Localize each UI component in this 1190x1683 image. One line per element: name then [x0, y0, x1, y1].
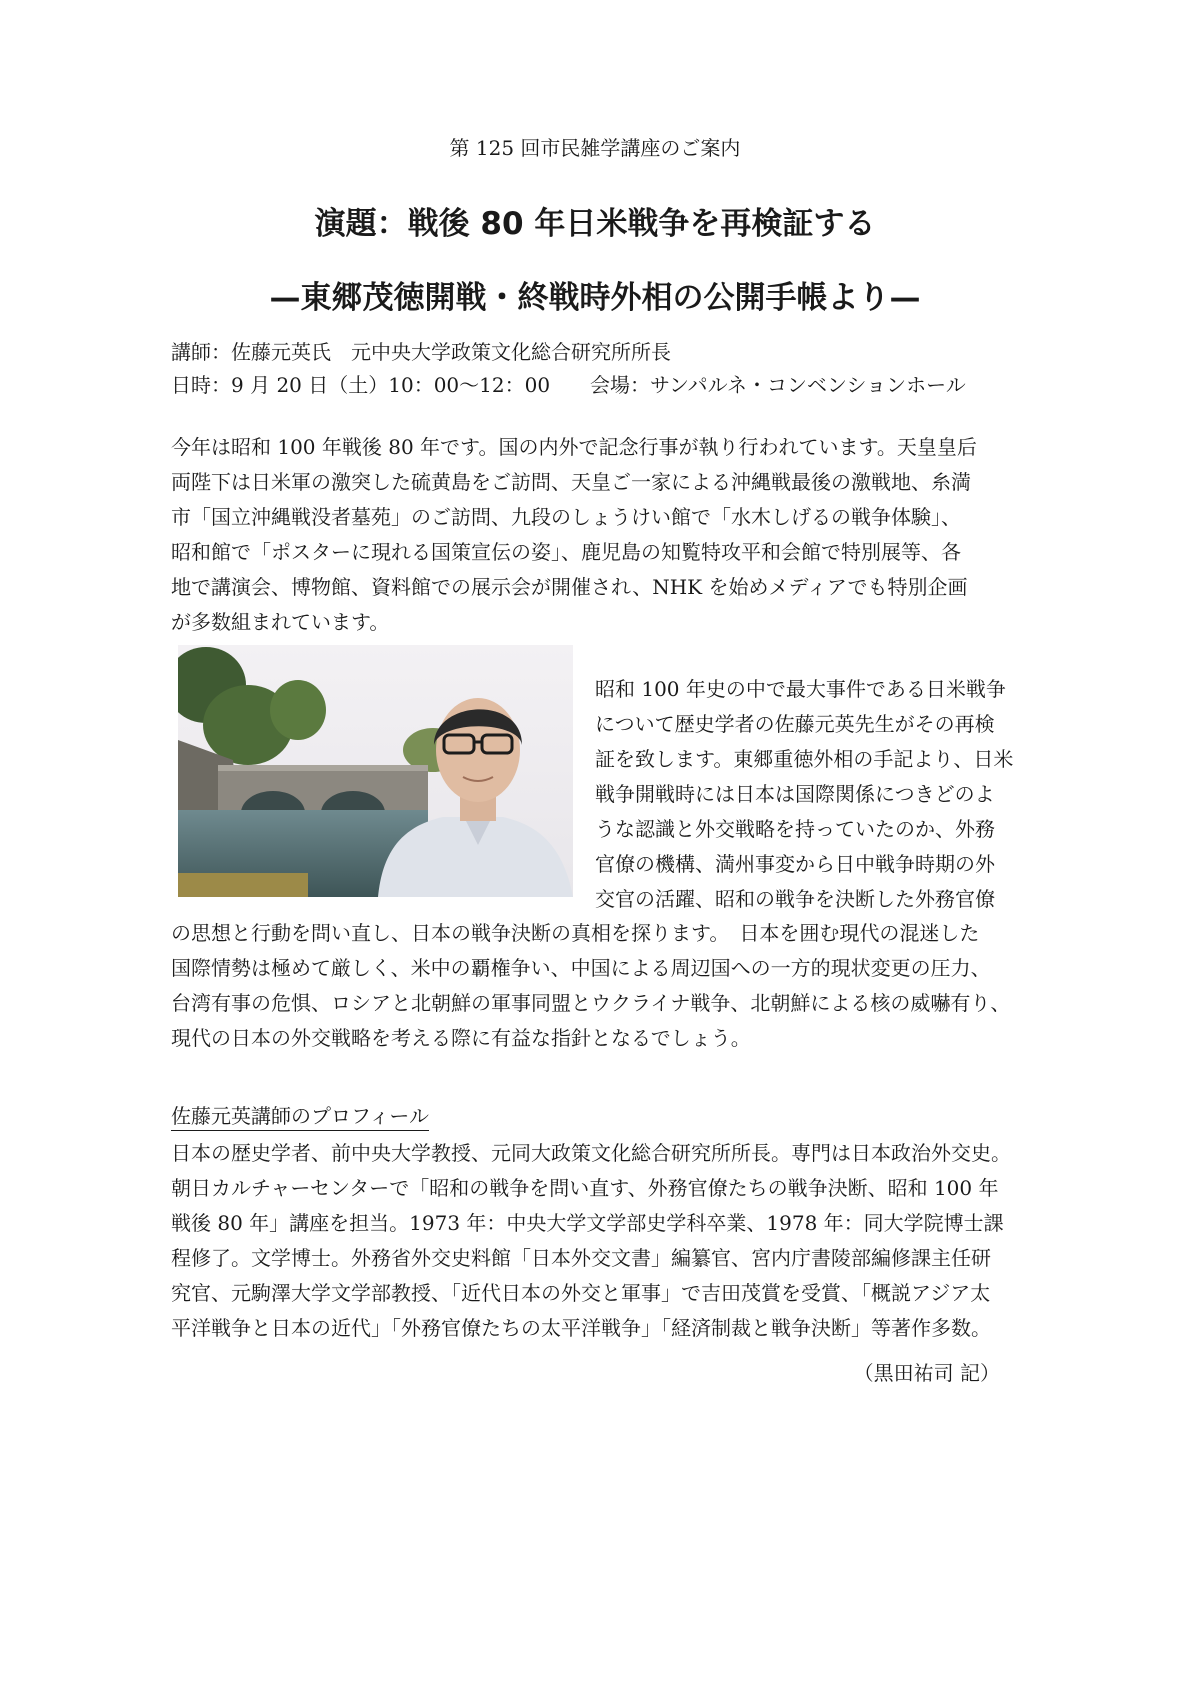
profile-heading: 佐藤元英講師のプロフィール [171, 1100, 429, 1131]
text-line: が多数組まれています。 [171, 610, 390, 634]
lecture-notice: 第 125 回市民雑学講座のご案内 [449, 136, 741, 160]
author-signature: （黒田祐司 記） [853, 1361, 1000, 1385]
lecturer-photo [178, 645, 573, 897]
text-line: 戦後 80 年」講座を担当。1973 年：中央大学文学部史学科卒業、1978 年：同大学院博士課 [171, 1211, 1004, 1235]
text-line: 交官の活躍、昭和の戦争を決断した外務官僚 [595, 887, 995, 911]
text-line: 国際情勢は極めて厳しく、米中の覇権争い、中国による周辺国への一方的現状変更の圧力、 [171, 956, 991, 980]
text-line: 朝日カルチャーセンターで「昭和の戦争を問い直す、外務官僚たちの戦争決断、昭和 100 年 [171, 1176, 999, 1200]
text-line: 市「国立沖縄戦没者墓苑」のご訪問、九段のしょうけい館で「水木しげるの戦争体験」、 [171, 505, 961, 529]
text-line: うな認識と外交戦略を持っていたのか、外務 [595, 817, 995, 841]
datetime-venue-line: 日時：9 月 20 日（土）10：00〜12：00 会場：サンパルネ・コンベンションホール [171, 373, 966, 397]
text-line: 官僚の機構、満州事変から日中戦争時期の外 [595, 852, 995, 876]
text-line: 台湾有事の危惧、ロシアと北朝鮮の軍事同盟とウクライナ戦争、北朝鮮による核の威嚇有り、 [171, 991, 1011, 1015]
side-paragraph [595, 672, 1013, 917]
text-line: 昭和 100 年史の中で最大事件である日米戦争 [595, 677, 1006, 701]
text-line: の思想と行動を問い直し、日本の戦争決断の真相を探ります。 日本を囲む現代の混迷した [171, 921, 980, 945]
intro-paragraph [171, 430, 977, 640]
text-line: 現代の日本の外交戦略を考える際に有益な指針となるでしょう。 [171, 1026, 751, 1050]
text-line: について歴史学者の佐藤元英先生がその再検 [595, 712, 995, 736]
lecture-subtitle: —東郷茂徳開戦・終戦時外相の公開手帳より— [269, 280, 921, 316]
text-line: 戦争開戦時には日本は国際関係につきどのよ [595, 782, 995, 806]
continued-paragraph [171, 916, 1010, 1056]
text-line: 平洋戦争と日本の近代」「外務官僚たちの太平洋戦争」「経済制裁と戦争決断」等著作多数。 [171, 1316, 991, 1340]
text-line: 日本の歴史学者、前中央大学教授、元同大政策文化総合研究所所長。専門は日本政治外交史。 [171, 1141, 1011, 1165]
lecturer-line: 講師：佐藤元英氏 元中央大学政策文化総合研究所所長 [171, 340, 671, 364]
text-line: 程修了。文学博士。外務省外交史料館「日本外交文書」編纂官、宮内庁書陵部編修課主任研 [171, 1246, 991, 1270]
text-line: 証を致します。東郷重徳外相の手記より、日米 [595, 747, 1014, 771]
text-line: 今年は昭和 100 年戦後 80 年です。国の内外で記念行事が執り行われています。天皇皇后 [171, 435, 977, 459]
text-line: 昭和館で「ポスターに現れる国策宣伝の姿」、鹿児島の知覧特攻平和会館で特別展等、各 [171, 540, 961, 564]
lecture-title: 演題：戦後 80 年日米戦争を再検証する [314, 206, 876, 242]
profile-paragraph [171, 1136, 1011, 1346]
text-line: 究官、元駒澤大学文学部教授、「近代日本の外交と軍事」で吉田茂賞を受賞、「概説アジア太 [171, 1281, 991, 1305]
text-line: 両陛下は日米軍の激突した硫黄島をご訪問、天皇ご一家による沖縄戦最後の激戦地、糸満 [171, 470, 971, 494]
text-line: 地で講演会、博物館、資料館での展示会が開催され、NHK を始めメディアでも特別企画 [171, 575, 968, 599]
